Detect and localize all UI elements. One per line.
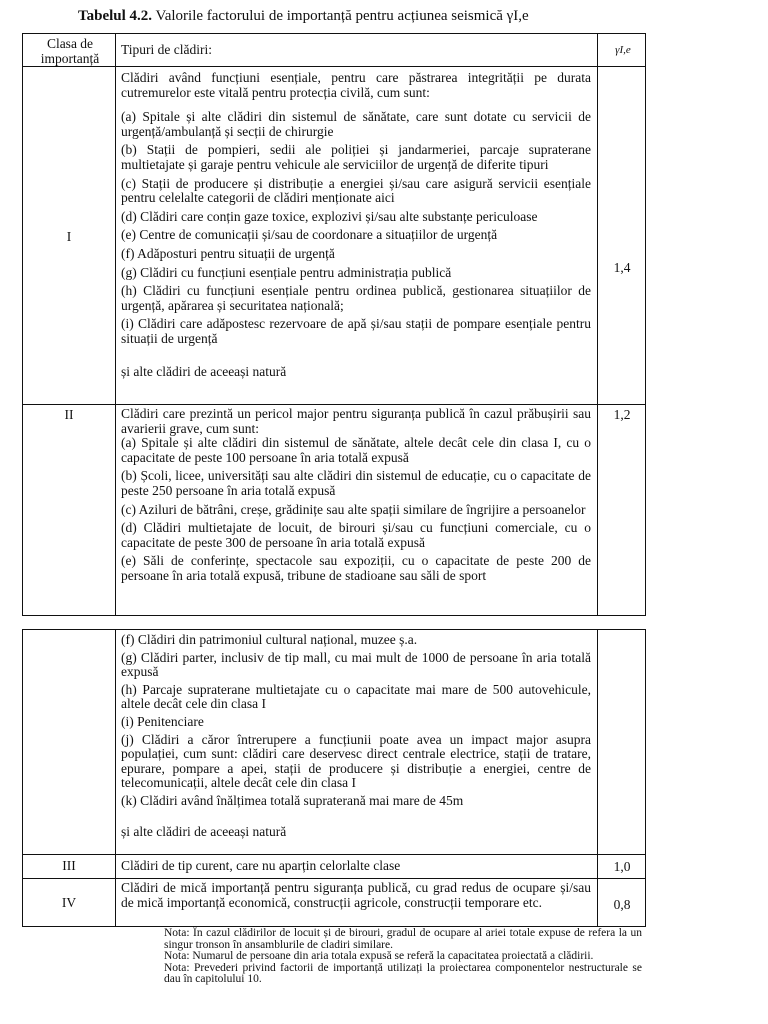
class-I-item-g: (g) Clădiri cu funcțiuni esențiale pentru administrația publică bbox=[121, 264, 452, 280]
class-IV-label: IV bbox=[61, 895, 77, 910]
class-III-label: III bbox=[62, 858, 76, 873]
class-II-factor: 1,2 bbox=[613, 407, 631, 422]
class-II-description bbox=[121, 407, 591, 584]
note-persons: Nota: Numarul de persoane din aria totala expusă se referă la capacitatea proiectată a clădirii. bbox=[164, 950, 594, 963]
class-II-item-h: (h) Parcaje supraterane multietajate cu o capacitate mai mare de 500 autovehicule, altele decât cele din clasa I bbox=[121, 681, 591, 712]
class-I-factor: 1,4 bbox=[613, 260, 631, 275]
class-II-item-a: (a) Spitale și alte clădiri din sistemul de sănătate, altele decât cele din clasa I, cu o capacitate de peste 100 persoane în aria totală expusă bbox=[121, 435, 591, 465]
table-notes bbox=[164, 928, 642, 986]
class-I-item-b: (b) Stații de pompieri, sedii ale poliției și jandarmeriei, parcaje supraterane multietajate și garaje pentru vehicule ale serviciilor de urgență de diferite tipuri bbox=[121, 142, 591, 172]
class-II-outro: și alte clădiri de aceeași natură bbox=[121, 823, 287, 839]
class-I-label: I bbox=[66, 229, 72, 244]
class-II-item-k: (k) Clădiri având înălțimea totală supraterană mai mare de 45m bbox=[121, 792, 464, 808]
class-II-item-b: (b) Școli, licee, universități sau alte clădiri din sistemul de educație, cu o capacitate de peste 250 persoane în aria totală expusă bbox=[121, 468, 591, 498]
class-II-item-d: (d) Clădiri multietajate de locuit, de birouri și/sau cu funcțiuni comerciale, cu o capacitate de peste 300 de persoane în aria totală expusă bbox=[121, 520, 591, 550]
table-caption: Valorile factorului de importanță pentru acțiunea seismică γI,e bbox=[155, 8, 529, 24]
header-building-types: Tipuri de clădiri: bbox=[121, 42, 212, 57]
table-title bbox=[78, 8, 529, 25]
class-II-item-j: (j) Clădiri a căror întrerupere a funcțiunii poate avea un impact major asupra populației, cum sunt: clădiri care deservesc direct centrale electrice, stații de tratare, epurare, pompare a apei, stații de producere și distribuție a energiei, centre de telecomunicații, altele decât cele din clasa I bbox=[121, 731, 591, 791]
class-IV-factor: 0,8 bbox=[613, 897, 631, 912]
class-III-factor: 1,0 bbox=[613, 859, 631, 874]
class-II-item-f: (f) Clădiri din patrimoniul cultural național, muzee ș.a. bbox=[121, 632, 418, 647]
class-I-item-h: (h) Clădiri cu funcțiuni esențiale pentru ordinea publică, gestionarea situațiilor de urgență, apărarea și securitatea națională; bbox=[121, 283, 591, 313]
importance-table-part-2 bbox=[22, 629, 646, 927]
class-I-item-i: (i) Clădiri care adăpostesc rezervoare de apă și/sau stații de pompare esențiale pentru situații de urgență bbox=[121, 316, 591, 346]
class-II-item-c: (c) Aziluri de bătrâni, creșe, grădinițe sau alte spații similare de îngrijire a persoanelor bbox=[121, 501, 586, 517]
class-II-intro: Clădiri care prezintă un pericol major pentru siguranța publică în cazul prăbușirii sau avarierii grave, cum sunt: bbox=[121, 406, 591, 436]
class-IV-description: Clădiri de mică importanță pentru siguranța publică, cu grad redus de ocupare și/sau de mică importanță economică, construcții agricole, construcții temporare etc. bbox=[121, 880, 591, 910]
class-II-item-i: (i) Penitenciare bbox=[121, 713, 204, 729]
class-II-item-e: (e) Săli de conferințe, spectacole sau expoziții, cu o capacitate de peste 200 de persoane în aria totală expusă, tribune de stadioane sau săli de sport bbox=[121, 553, 591, 583]
class-I-item-e: (e) Centre de comunicații și/sau de coordonare a situațiilor de urgență bbox=[121, 227, 498, 243]
class-I-description bbox=[121, 71, 591, 379]
class-I-item-c: (c) Stații de producere și distribuție a energiei și/sau care asigură servicii esențiale pentru celelalte categorii de clădiri menționate aici bbox=[121, 175, 591, 206]
header-factor: γI,e bbox=[615, 44, 631, 56]
class-III-description: Clădiri de tip curent, care nu aparțin celorlalte clase bbox=[121, 858, 401, 873]
note-nonstructural: Nota: Prevederi privind factorii de importanță utilizați la proiectarea componentelor nestructurale se dau în capitolului 10. bbox=[164, 961, 642, 986]
class-I-item-a: (a) Spitale și alte clădiri din sistemul de sănătate, care sunt dotate cu servicii de urgență/ambulanță și secții de chirurgie bbox=[121, 109, 591, 139]
class-II-item-g: (g) Clădiri parter, inclusiv de tip mall, cu mai mult de 1000 de persoane în aria totală expusă bbox=[121, 649, 591, 680]
note-occupancy: Nota: În cazul clădirilor de locuit și de birouri, gradul de ocupare al ariei totale expuse de refera la un singur tronson în ansamblurile de cladiri similare. bbox=[164, 927, 642, 951]
header-importance-class: Clasa de importanță bbox=[40, 36, 100, 66]
table-number: Tabelul 4.2. bbox=[78, 8, 153, 24]
class-I-item-f: (f) Adăposturi pentru situații de urgență bbox=[121, 245, 335, 261]
class-I-item-d: (d) Clădiri care conțin gaze toxice, explozivi și/sau alte substanțe periculoase bbox=[121, 208, 538, 224]
class-II-continued-description bbox=[121, 633, 591, 839]
importance-table-part-1 bbox=[22, 33, 646, 616]
class-I-intro: Clădiri având funcțiuni esențiale, pentru care păstrarea integrității pe durata cutremurelor este vitală pentru protecția civilă, cum sunt: bbox=[121, 70, 591, 100]
class-I-outro: și alte clădiri de aceeași natură bbox=[121, 363, 287, 379]
class-II-label: II bbox=[64, 407, 74, 422]
